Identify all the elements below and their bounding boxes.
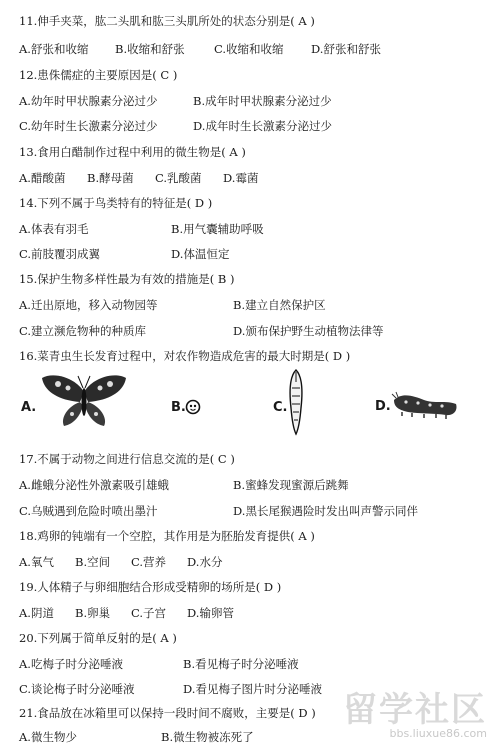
question-19-stem: 19.人体精子与卵细胞结合形成受精卵的场所是( D ) [19, 580, 282, 594]
q13-option-b: B.酵母菌 [87, 171, 134, 185]
q13-option-d: D.霉菌 [223, 171, 259, 185]
question-15-stem: 15.保护生物多样性最为有效的措施是( B ) [19, 272, 235, 286]
q16-label-c: C. [273, 400, 288, 415]
caterpillar-larva-image [390, 388, 460, 420]
question-11-stem: 11.伸手夹菜，肱二头肌和肱三头肌所处的状态分别是( A ) [19, 14, 315, 28]
q12-option-c: C.幼年时生长激素分泌过少 [19, 119, 158, 133]
q20-option-d: D.看见梅子图片时分泌唾液 [183, 682, 322, 696]
watermark [343, 692, 487, 740]
q20-option-c: C.谈论梅子时分泌唾液 [19, 682, 135, 696]
q17-option-a: A.雌蛾分泌性外激素吸引雄蛾 [19, 478, 169, 492]
q17-option-c: C.乌贼遇到危险时喷出墨汁 [19, 504, 158, 518]
butterfly-adult-image [34, 370, 134, 430]
q19-option-c: C.子宫 [131, 606, 167, 620]
q18-option-d: D.水分 [187, 555, 223, 569]
question-18-stem: 18.鸡卵的钝端有一个空腔，其作用是为胚胎发育提供( A ) [19, 529, 315, 543]
q19-option-b: B.卵巢 [75, 606, 111, 620]
q14-option-b: B.用气囊辅助呼吸 [171, 222, 264, 236]
pupa-image [286, 368, 306, 436]
question-16-stem: 16.菜青虫生长发育过程中，对农作物造成危害的最大时期是( D ) [19, 349, 351, 363]
question-17-stem: 17.不属于动物之间进行信息交流的是( C ) [19, 452, 235, 466]
q14-option-a: A.体表有羽毛 [19, 222, 89, 236]
q16-label-a: A. [21, 400, 37, 415]
question-20-stem: 20.下列属于简单反射的是( A ) [19, 631, 177, 645]
q20-option-b: B.看见梅子时分泌唾液 [183, 657, 299, 671]
egg-image [185, 399, 201, 415]
q17-option-b: B.蜜蜂发现蜜源后跳舞 [233, 478, 349, 492]
q15-option-d: D.颁布保护野生动植物法律等 [233, 324, 384, 338]
q11-option-d: D.舒张和舒张 [311, 42, 381, 56]
q15-option-c: C.建立濒危物种的种质库 [19, 324, 147, 338]
q20-option-a: A.吃梅子时分泌唾液 [19, 657, 123, 671]
q14-option-d: D.体温恒定 [171, 247, 230, 261]
q11-option-a: A.舒张和收缩 [19, 42, 89, 56]
q19-option-d: D.输卵管 [187, 606, 234, 620]
question-13-stem: 13.食用白醋制作过程中利用的微生物是( A ) [19, 145, 246, 159]
q21-option-b: B.微生物被冻死了 [161, 730, 254, 744]
q12-option-a: A.幼年时甲状腺素分泌过少 [19, 94, 158, 108]
q13-option-c: C.乳酸菌 [155, 171, 202, 185]
q19-option-a: A.阴道 [19, 606, 54, 620]
q11-option-c: C.收缩和收缩 [214, 42, 284, 56]
q18-option-b: B.空间 [75, 555, 111, 569]
q15-option-b: B.建立自然保护区 [233, 298, 326, 312]
q15-option-a: A.迁出原地，移入动物园等 [19, 298, 158, 312]
question-14-stem: 14.下列不属于鸟类特有的特征是( D ) [19, 196, 213, 210]
q16-label-b: B. [171, 400, 186, 415]
q18-option-c: C.营养 [131, 555, 167, 569]
q12-option-d: D.成年时生长激素分泌过少 [193, 119, 332, 133]
q14-option-c: C.前肢覆羽成翼 [19, 247, 101, 261]
q18-option-a: A.氧气 [19, 555, 54, 569]
question-12-stem: 12.患侏儒症的主要原因是( C ) [19, 68, 178, 82]
question-21-stem: 21.食品放在冰箱里可以保持一段时间不腐败，主要是( D ) [19, 706, 316, 720]
watermark-url: bbs.liuxue86.com [389, 727, 487, 740]
watermark-brand: 留学社区 [343, 690, 487, 730]
q13-option-a: A.醋酸菌 [19, 171, 66, 185]
q21-option-a: A.微生物少 [19, 730, 77, 744]
q11-option-b: B.收缩和舒张 [115, 42, 185, 56]
q12-option-b: B.成年时甲状腺素分泌过少 [193, 94, 332, 108]
q16-label-d: D. [375, 399, 391, 414]
q17-option-d: D.黑长尾猴遇险时发出叫声警示同伴 [233, 504, 418, 518]
